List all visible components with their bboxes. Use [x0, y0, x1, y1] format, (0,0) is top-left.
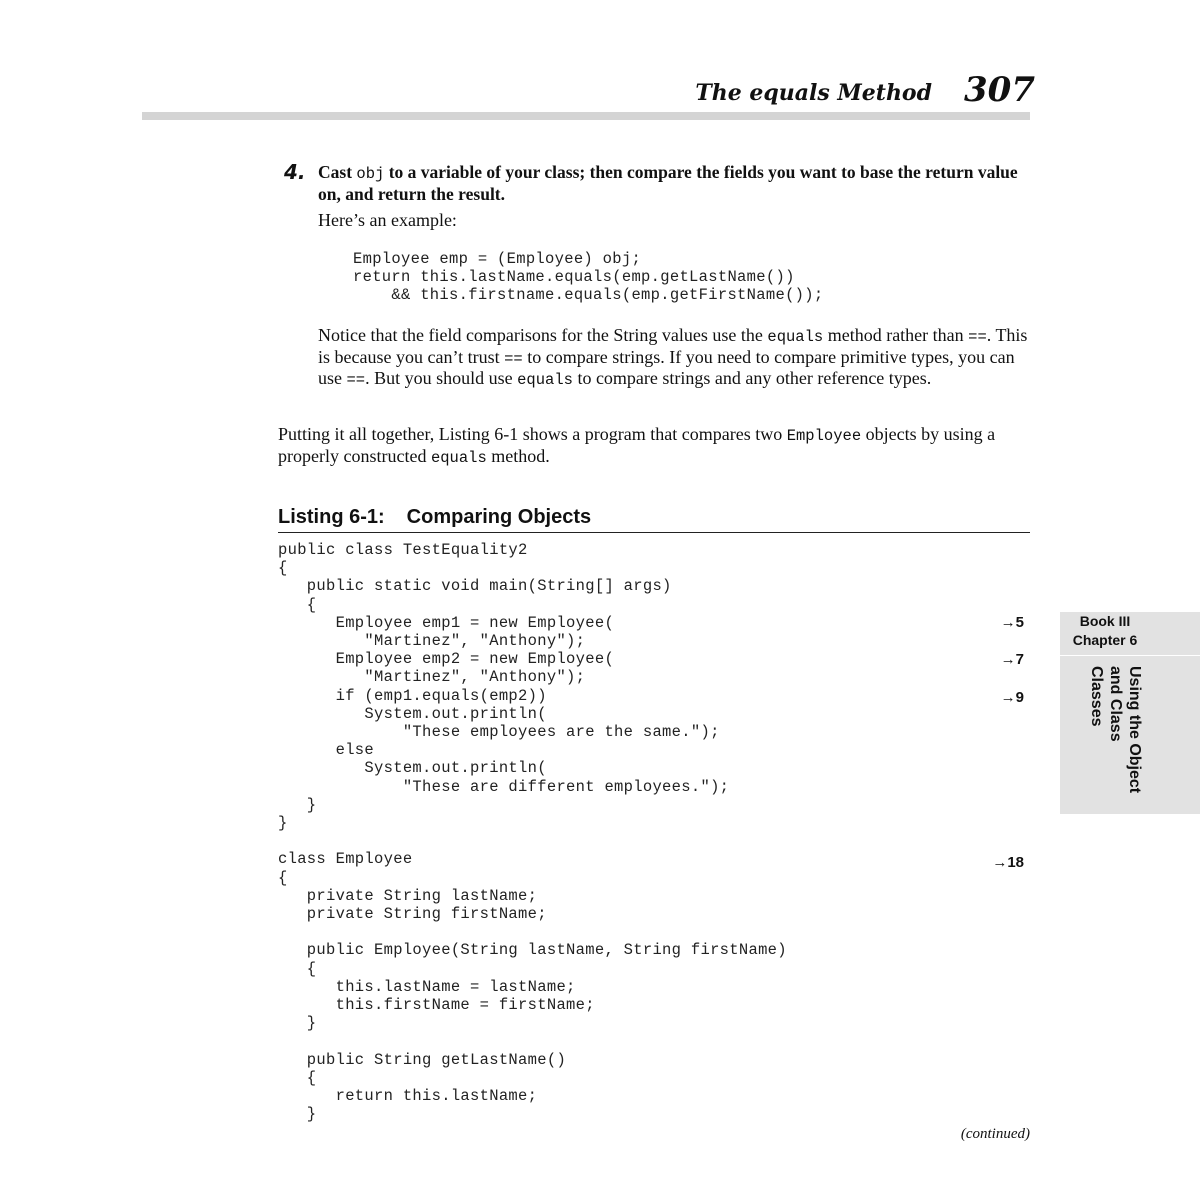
code-line: private String firstName;	[278, 905, 547, 923]
code-line: }	[278, 814, 288, 832]
code-line: }	[278, 1105, 317, 1124]
text: . This is because you can’t trust	[318, 325, 1028, 367]
inline-code: ==	[346, 371, 366, 390]
code-line: && this.firstname.equals(emp.getFirstName());	[353, 286, 824, 304]
inline-code: equals	[517, 371, 573, 390]
line-ref-9: →9	[1000, 689, 1024, 706]
code-line: }	[278, 1014, 317, 1033]
step-text-part: Cast	[318, 162, 357, 182]
listing-title	[278, 506, 1030, 533]
code-line: {	[278, 595, 317, 614]
listing-label: Listing 6-1:	[278, 506, 385, 528]
code-line: else	[278, 741, 375, 760]
code-line: public String getLastName()	[278, 1050, 567, 1069]
step-text-part: to a variable of your class; then compare the fields you want to base the return value on, and return the result.	[318, 162, 1018, 204]
thumb-book: Book III	[1079, 613, 1131, 629]
step-number: 4.	[284, 160, 306, 184]
text: method rather than	[823, 325, 969, 345]
code-line: System.out.println(	[278, 759, 547, 778]
text: Putting it all together, Listing 6-1 shows a program that compares two	[278, 424, 787, 444]
inline-code: ==	[504, 349, 523, 368]
chapter-thumb-tab	[1060, 612, 1200, 814]
code-line: }	[278, 795, 317, 814]
text: method.	[486, 445, 550, 466]
code-line: class Employee	[278, 850, 413, 869]
code-line: public Employee(String lastName, String firstName)	[278, 941, 787, 960]
thumb-tab-book-chapter	[1060, 612, 1200, 655]
code-line: Employee emp = (Employee) obj;	[353, 250, 642, 268]
code-line: this.lastName = lastName;	[278, 977, 576, 996]
code-line: System.out.println(	[278, 704, 547, 723]
inline-code: equals	[767, 328, 824, 346]
inline-code: equals	[430, 448, 487, 467]
text: Notice that the field comparisons for the String values use the	[318, 325, 768, 345]
code-line: {	[278, 559, 288, 578]
code-line: this.firstName = firstName;	[278, 996, 595, 1014]
example-intro: Here’s an example:	[318, 210, 457, 230]
running-title: The equals Method	[695, 80, 932, 106]
code-line: public static void main(String[] args)	[278, 577, 672, 596]
code-line: {	[278, 959, 317, 978]
header-rule	[142, 112, 1030, 120]
step-instruction	[318, 162, 1030, 204]
text: . But you should use	[365, 368, 518, 389]
inline-code: Employee	[786, 427, 862, 445]
listing-name: Comparing Objects	[406, 506, 592, 528]
text: to compare strings and any other reference types.	[572, 368, 932, 389]
text: to compare strings. If you need to compare primitive types, you can use	[318, 346, 1015, 389]
code-line: "Martinez", "Anthony");	[278, 668, 586, 687]
code-line: {	[278, 868, 288, 887]
code-line: if (emp1.equals(emp2))	[278, 686, 547, 705]
line-ref-7: →7	[1000, 651, 1024, 668]
code-line: Employee emp1 = new Employee(	[278, 613, 615, 632]
continued-note: (continued)	[960, 1126, 1030, 1142]
code-line: private String lastName;	[278, 886, 538, 905]
code-line: return this.lastName;	[278, 1087, 538, 1105]
notice-paragraph	[318, 326, 1030, 391]
code-line: Employee emp2 = new Employee(	[278, 650, 615, 669]
thumb-section-line-2: and Class Classes	[1088, 666, 1124, 742]
inline-code: obj	[356, 165, 385, 183]
code-line: "These employees are the same.");	[278, 723, 720, 741]
code-line: "These are different employees.");	[278, 777, 730, 796]
text: objects by using a properly constructed	[278, 424, 996, 466]
code-line: return this.lastName.equals(emp.getLastName())	[353, 268, 795, 286]
thumb-tab-section	[1060, 656, 1200, 814]
thumb-chapter: Chapter 6	[1072, 632, 1138, 648]
inline-code: ==	[968, 328, 987, 346]
page-number: 307	[964, 70, 1035, 110]
thumb-section-title	[1088, 666, 1144, 806]
line-ref-18: →18	[992, 854, 1024, 871]
code-line: "Martinez", "Anthony");	[278, 632, 586, 650]
code-line: {	[278, 1068, 317, 1087]
summary-paragraph	[278, 425, 1030, 468]
line-ref-5: →5	[1000, 614, 1024, 631]
thumb-section-line-1: Using the Object	[1126, 666, 1143, 794]
code-line: public class TestEquality2	[278, 541, 528, 559]
